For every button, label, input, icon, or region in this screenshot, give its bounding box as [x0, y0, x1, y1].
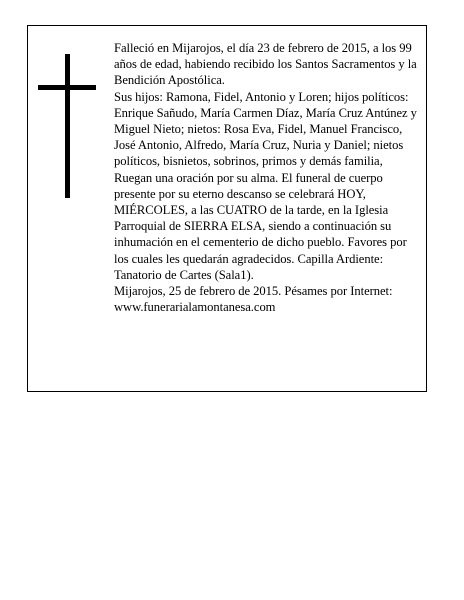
family-paragraph: Sus hijos: Ramona, Fidel, Antonio y Loren; hijos políticos: Enrique Sañudo, María Carmen Díaz, María Cruz Antúnez y Miguel Nieto; nietos: Rosa Eva, Fidel, Manuel Francisco, José Antonio, Alfredo, María Cruz, Nuria y Daniel; nietos políticos, bisnietos, sobrinos, primos y demás familia, [114, 89, 417, 169]
death-announcement-paragraph: Falleció en Mijarojos, el día 23 de febrero de 2015, a los 99 años de edad, habiendo recibido los Santos Sacramentos y la Bendición Apostólica. [114, 41, 417, 88]
cross-vertical-bar [65, 54, 70, 198]
cross-horizontal-bar [38, 85, 96, 90]
cross-icon [38, 54, 96, 198]
date-and-condolences-paragraph: Mijarojos, 25 de febrero de 2015. Pésames por Internet: www.funerarialamontanesa.com [114, 284, 393, 315]
notice-text [114, 40, 420, 315]
obituary-notice [27, 25, 427, 392]
funeral-details-paragraph: Ruegan una oración por su alma. El funeral de cuerpo presente por su eterno descanso se celebrará HOY, MIÉRCOLES, a las CUATRO de la tarde, en la Iglesia Parroquial de SIERRA ELSA, siendo a continuación su inhumación en el cementerio de dicho pueblo. Favores por los cuales les quedarán agradecidos. Capilla Ardiente: Tanatorio de Cartes (Sala1). [114, 170, 407, 282]
